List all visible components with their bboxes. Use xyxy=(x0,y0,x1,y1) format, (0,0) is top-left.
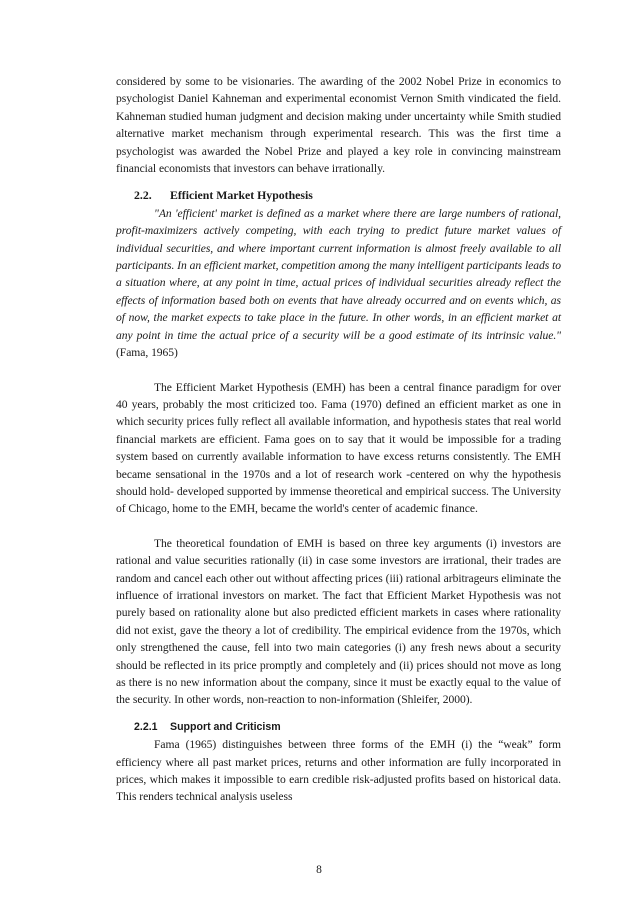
emh-foundation-paragraph: The theoretical foundation of EMH is based on three key arguments (i) investors are rational and value securities rationally (ii) in case some investors are irrational, their trades are random and cancel each other out without affecting prices (iii) rational arbitrageurs eliminate the influence of irrational investors on market. The fact that Efficient Market Hypothesis was not purely based on rationality alone but also predicted efficient markets in cases where rationality did not exist, gave the theory a lot of credibility. The empirical evidence from the 1970s, which only strengthened the cause, fell into two main categories (i) any fresh news about a security should be reflected in its price promptly and completely and (ii) prices should not move as long as there is no new information about the company, since it must be exactly equal to the value of the security. In other words, non-reaction to non-information (Shleifer, 2000). xyxy=(116,536,561,707)
page-number: 8 xyxy=(316,864,322,876)
quote-text: "An 'efficient' market is defined as a market where there are large numbers of rational, profit-maximizers actively competing, with each trying to predict future market values of individual securities, and where important current information is almost freely available to all participants. In an efficient market, competition among the many intelligent participants leads to a situation where, at any point in time, actual prices of individual securities already reflect the effects of information based both on events that have already occurred and on events which, as of now, the market expects to take place in the future. In other words, in an efficient market at any point in time the actual price of a security will be a good estimate of its intrinsic value." xyxy=(116,206,561,342)
support-criticism-paragraph: Fama (1965) distinguishes between three forms of the EMH (i) the “weak” form efficiency where all past market prices, returns and other information are fully incorporated in prices, which makes it impossible to earn credible risk-adjusted profits based on historical data. This renders technical analysis useless xyxy=(116,738,561,804)
document-page xyxy=(116,73,561,806)
fama-quote xyxy=(116,205,561,362)
intro-paragraph: considered by some to be visionaries. The awarding of the 2002 Nobel Prize in economics to psychologist Daniel Kahneman and experimental economist Vernon Smith vindicated the field. Kahneman studied human judgment and decision making under uncertainty while Smith studied alternative market mechanism through experimental research. This was the first time a psychologist was awarded the Nobel Prize and played a key role in convincing mainstream financial economists that investors can behave irrationally. xyxy=(116,75,561,176)
section-heading xyxy=(116,187,561,204)
quote-citation: (Fama, 1965) xyxy=(116,346,178,360)
subsection-number: 2.2.1 xyxy=(134,720,158,733)
subsection-title: Support and Criticism xyxy=(170,720,281,733)
section-title: Efficient Market Hypothesis xyxy=(170,188,313,203)
emh-definition-paragraph: The Efficient Market Hypothesis (EMH) has been a central finance paradigm for over 40 years, probably the most criticized too. Fama (1970) defined an efficient market as one in which security prices fully reflect all available information, and hypothesis states that real world financial markets are efficient. Fama goes on to say that it would be impossible for a trading system based on currently available information to have excess returns consistently. The EMH became sensational in the 1970s and a lot of research work -centered on why the hypothesis should hold- developed supported by immense theoretical and empirical success. The University of Chicago, home to the EMH, became the world's center of academic finance. xyxy=(116,380,561,516)
section-number: 2.2. xyxy=(134,188,152,203)
subsection-heading xyxy=(116,719,561,736)
